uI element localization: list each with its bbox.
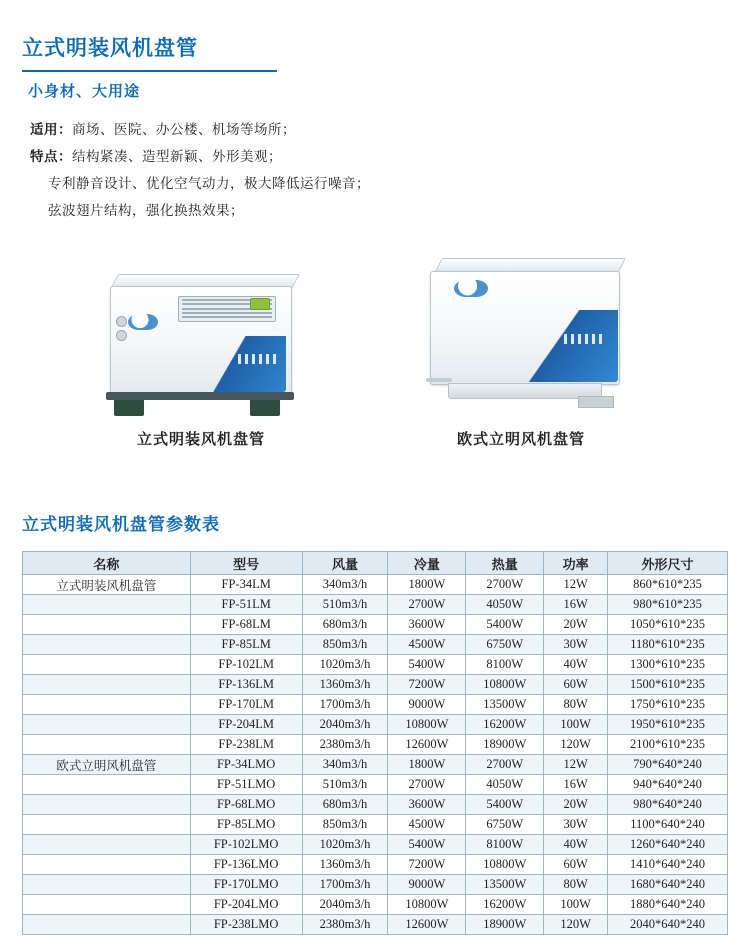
cell-airflow: 2040m3/h (302, 715, 388, 735)
table-row (23, 835, 728, 855)
unit-a-control-panel (250, 298, 270, 310)
cell-airflow: 2380m3/h (302, 915, 388, 935)
cell-cooling: 7200W (388, 855, 466, 875)
table-row (23, 815, 728, 835)
cell-airflow: 1700m3/h (302, 695, 388, 715)
cell-name (23, 615, 191, 635)
cell-airflow: 680m3/h (302, 795, 388, 815)
cell-airflow: 510m3/h (302, 775, 388, 795)
cell-heating: 6750W (466, 815, 544, 835)
cell-cooling: 5400W (388, 835, 466, 855)
unit-a-leg-left (114, 400, 144, 416)
cell-name (23, 895, 191, 915)
cell-dimensions: 1180*610*235 (608, 635, 728, 655)
unit-a-brand-text-mark (238, 354, 278, 364)
cell-heating: 16200W (466, 715, 544, 735)
cell-model: FP-85LM (190, 635, 302, 655)
cell-cooling: 3600W (388, 795, 466, 815)
table-row (23, 695, 728, 715)
cell-power: 16W (544, 775, 608, 795)
cell-cooling: 4500W (388, 815, 466, 835)
cell-power: 12W (544, 575, 608, 595)
cell-heating: 10800W (466, 675, 544, 695)
feature-text-1: 商场、医院、办公楼、机场等场所； (72, 122, 296, 137)
cell-power: 30W (544, 635, 608, 655)
cell-airflow: 850m3/h (302, 635, 388, 655)
column-header-model: 型号 (190, 552, 302, 575)
cell-cooling: 12600W (388, 915, 466, 935)
cell-model: FP-68LMO (190, 795, 302, 815)
fan-coil-unit-illustration-a (92, 258, 304, 418)
table-row (23, 915, 728, 935)
cell-airflow: 850m3/h (302, 815, 388, 835)
feature-line-3 (30, 170, 590, 197)
cell-name: 立式明装风机盘管 (23, 575, 191, 595)
cell-heating: 2700W (466, 575, 544, 595)
cell-name (23, 775, 191, 795)
table-row (23, 715, 728, 735)
cell-model: FP-51LMO (190, 775, 302, 795)
cell-model: FP-238LM (190, 735, 302, 755)
page-subtitle: 小身材、大用途 (28, 83, 141, 100)
cell-dimensions: 940*640*240 (608, 775, 728, 795)
cell-cooling: 1800W (388, 755, 466, 775)
cell-power: 100W (544, 895, 608, 915)
table-row (23, 895, 728, 915)
cell-power: 60W (544, 675, 608, 695)
cell-airflow: 680m3/h (302, 615, 388, 635)
spec-table (22, 551, 728, 935)
cell-dimensions: 1260*640*240 (608, 835, 728, 855)
cell-dimensions: 1880*640*240 (608, 895, 728, 915)
cell-dimensions: 1950*610*235 (608, 715, 728, 735)
cell-heating: 13500W (466, 875, 544, 895)
unit-b-brand-text-mark (564, 334, 606, 344)
cell-dimensions: 980*610*235 (608, 595, 728, 615)
cell-model: FP-102LMO (190, 835, 302, 855)
cell-power: 40W (544, 835, 608, 855)
spec-table-title: 立式明装风机盘管参数表 (22, 515, 220, 534)
cell-power: 120W (544, 915, 608, 935)
unit-b-foot (578, 396, 614, 408)
cell-heating: 10800W (466, 855, 544, 875)
feature-list (30, 116, 590, 224)
column-header-power: 功率 (544, 552, 608, 575)
table-row (23, 855, 728, 875)
cell-airflow: 340m3/h (302, 575, 388, 595)
cell-model: FP-204LM (190, 715, 302, 735)
cell-name: 欧式立明风机盘管 (23, 755, 191, 775)
cell-cooling: 10800W (388, 895, 466, 915)
cell-name (23, 675, 191, 695)
column-header-cooling: 冷量 (388, 552, 466, 575)
cell-name (23, 915, 191, 935)
cell-heating: 13500W (466, 695, 544, 715)
table-row (23, 595, 728, 615)
cell-airflow: 340m3/h (302, 755, 388, 775)
cell-name (23, 695, 191, 715)
cell-heating: 16200W (466, 895, 544, 915)
cell-dimensions: 1750*610*235 (608, 695, 728, 715)
cell-heating: 8100W (466, 655, 544, 675)
cell-cooling: 12600W (388, 735, 466, 755)
cell-cooling: 5400W (388, 655, 466, 675)
product-caption-b: 欧式立明风机盘管 (456, 431, 585, 448)
cell-name (23, 795, 191, 815)
cell-cooling: 1800W (388, 575, 466, 595)
cell-cooling: 9000W (388, 695, 466, 715)
cell-airflow: 510m3/h (302, 595, 388, 615)
column-header-dimensions: 外形尺寸 (608, 552, 728, 575)
cell-dimensions: 1500*610*235 (608, 675, 728, 695)
cell-model: FP-238LMO (190, 915, 302, 935)
product-images (0, 248, 750, 470)
cell-dimensions: 1300*610*235 (608, 655, 728, 675)
column-header-heating: 热量 (466, 552, 544, 575)
feature-label-1: 适用： (30, 122, 72, 137)
cell-model: FP-68LM (190, 615, 302, 635)
cell-heating: 6750W (466, 635, 544, 655)
cell-heating: 18900W (466, 915, 544, 935)
feature-text-4: 弦波翅片结构，强化换热效果； (48, 203, 244, 218)
table-row (23, 675, 728, 695)
column-header-airflow: 风量 (302, 552, 388, 575)
cell-power: 20W (544, 615, 608, 635)
cell-name (23, 835, 191, 855)
title-divider (22, 70, 277, 72)
cell-heating: 5400W (466, 615, 544, 635)
cell-name (23, 735, 191, 755)
cell-power: 100W (544, 715, 608, 735)
cell-dimensions: 1680*640*240 (608, 875, 728, 895)
cell-power: 20W (544, 795, 608, 815)
feature-text-2: 结构紧凑、造型新颖、外形美观； (72, 149, 282, 164)
cell-power: 60W (544, 855, 608, 875)
cell-model: FP-136LMO (190, 855, 302, 875)
cell-model: FP-170LM (190, 695, 302, 715)
cell-dimensions: 1410*640*240 (608, 855, 728, 875)
table-row (23, 735, 728, 755)
cell-model: FP-102LM (190, 655, 302, 675)
cell-model: FP-204LMO (190, 895, 302, 915)
cell-model: FP-51LM (190, 595, 302, 615)
cell-airflow: 1020m3/h (302, 835, 388, 855)
cell-model: FP-170LMO (190, 875, 302, 895)
cell-cooling: 4500W (388, 635, 466, 655)
cell-name (23, 875, 191, 895)
feature-line-1 (30, 116, 590, 143)
cell-name (23, 815, 191, 835)
feature-label-2: 特点： (30, 149, 72, 164)
cell-power: 40W (544, 655, 608, 675)
cell-model: FP-85LMO (190, 815, 302, 835)
cell-cooling: 7200W (388, 675, 466, 695)
cell-cooling: 3600W (388, 615, 466, 635)
cell-power: 12W (544, 755, 608, 775)
cell-heating: 4050W (466, 775, 544, 795)
cell-heating: 5400W (466, 795, 544, 815)
cell-cooling: 2700W (388, 595, 466, 615)
brand-logo-icon (128, 314, 158, 330)
table-row (23, 655, 728, 675)
cell-power: 80W (544, 695, 608, 715)
unit-a-knob-lower (116, 330, 127, 341)
cell-power: 16W (544, 595, 608, 615)
cell-name (23, 715, 191, 735)
fan-coil-unit-illustration-b (408, 248, 638, 428)
table-header-row (23, 552, 728, 575)
cell-airflow: 1020m3/h (302, 655, 388, 675)
table-row (23, 635, 728, 655)
brand-logo-icon (454, 280, 488, 297)
cell-dimensions: 2040*640*240 (608, 915, 728, 935)
cell-dimensions: 860*610*235 (608, 575, 728, 595)
cell-name (23, 635, 191, 655)
feature-text-3: 专利静音设计、优化空气动力，极大降低运行噪音； (48, 176, 370, 191)
table-body (23, 575, 728, 935)
table-row (23, 795, 728, 815)
unit-a-knob-upper (116, 316, 127, 327)
cell-power: 80W (544, 875, 608, 895)
cell-airflow: 2040m3/h (302, 895, 388, 915)
unit-a-base (106, 392, 294, 400)
cell-heating: 2700W (466, 755, 544, 775)
feature-line-2 (30, 143, 590, 170)
table-row (23, 575, 728, 595)
cell-dimensions: 2100*610*235 (608, 735, 728, 755)
cell-heating: 8100W (466, 835, 544, 855)
cell-cooling: 9000W (388, 875, 466, 895)
cell-airflow: 2380m3/h (302, 735, 388, 755)
cell-model: FP-34LMO (190, 755, 302, 775)
cell-model: FP-136LM (190, 675, 302, 695)
cell-airflow: 1700m3/h (302, 875, 388, 895)
table-row (23, 755, 728, 775)
unit-b-blue-graphic (528, 310, 618, 382)
page-title: 立式明装风机盘管 (22, 37, 198, 60)
cell-name (23, 595, 191, 615)
column-header-name: 名称 (23, 552, 191, 575)
unit-a-blue-graphic (200, 336, 286, 392)
table-row (23, 875, 728, 895)
unit-a-leg-right (250, 400, 280, 416)
cell-cooling: 10800W (388, 715, 466, 735)
cell-dimensions: 980*640*240 (608, 795, 728, 815)
cell-dimensions: 1100*640*240 (608, 815, 728, 835)
unit-b-pipe (426, 378, 452, 382)
cell-name (23, 855, 191, 875)
feature-line-4 (30, 197, 590, 224)
cell-name (23, 655, 191, 675)
cell-power: 30W (544, 815, 608, 835)
table-row (23, 775, 728, 795)
cell-dimensions: 1050*610*235 (608, 615, 728, 635)
cell-airflow: 1360m3/h (302, 855, 388, 875)
cell-cooling: 2700W (388, 775, 466, 795)
cell-model: FP-34LM (190, 575, 302, 595)
cell-dimensions: 790*640*240 (608, 755, 728, 775)
cell-heating: 18900W (466, 735, 544, 755)
table-row (23, 615, 728, 635)
cell-heating: 4050W (466, 595, 544, 615)
cell-airflow: 1360m3/h (302, 675, 388, 695)
product-caption-a: 立式明装风机盘管 (136, 431, 265, 448)
cell-power: 120W (544, 735, 608, 755)
